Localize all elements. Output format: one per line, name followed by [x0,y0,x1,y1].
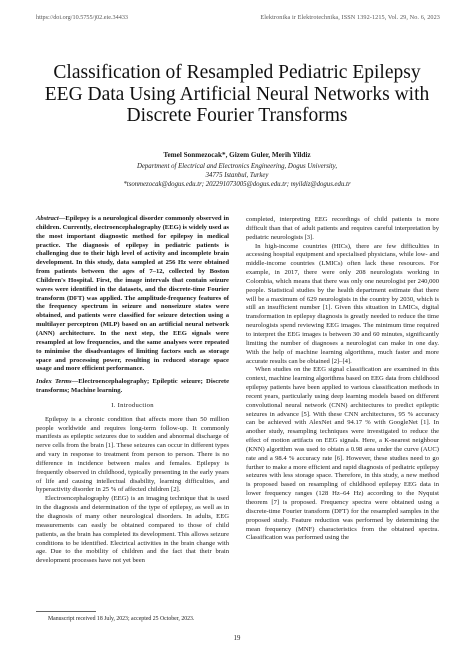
paragraph: In high-income countries (HICs), there are few difficulties in accessing hospital equipment and specialised physicians, while low- and middle-income countries (LMICs) often lack these resources. For example, in 2017, there were only 208 neurologists working in Colombia, which means that there was only one neurologist per 240,000 people. Statistical studies by the health department estimate that there will be a maximum of 629 neurologists in the country by 2030, which is still an insufficient number [1]. Given this situation in LMICs, digital transformation in epilepsy diagnosis is greatly needed to reduce the time neurologists spend reviewing EEG images. The minimum time required to interpret the EEG images is between 30 and 60 minutes, significantly limiting the number of diagnoses a neurologist can make in one day. With the help of machine learning algorithms, much faster and more accurate results can be obtained [2]–[4]. [246,242,439,365]
paragraph: Electroencephalography (EEG) is an imaging technique that is used in the diagnosis and determination of the type of epilepsy, as well as in the diagnosis of many other neurological disorders. In adults, EEG measurements can easily be obtained compared to those of child patients, as the brain has completed its development. This allows seizure conditions to be identified. Electrical activities in the brain change with age. Due to the mobility of children and the fact that their brain development processes have not yet been [36,495,229,565]
paragraph: completed, interpreting EEG recordings of child patients is more difficult than that of adult patients and requires careful interpretation by pediatric neurologists [3]. [246,216,439,241]
section-heading-introduction: I. Introduction [111,401,154,409]
affiliation-department: Department of Electrical and Electronics Engineering, Dogus University, [136,163,338,170]
index-terms-label: Index Terms [36,378,72,386]
affiliation-block [40,162,434,189]
footnote-rule [36,611,96,612]
author-list: Temel Sonmezocak*, Gizem Guler, Merih Yildiz [163,151,311,159]
affiliation-address: 34775 Istanbul, Turkey [205,172,269,179]
author-emails: *tsonmezocak@dogus.edu.tr; 202291073005@dogus.edu.tr; myildiz@dogus.edu.tr [123,181,351,188]
abstract-label: Abstract [36,215,59,222]
left-column [36,215,229,566]
paragraph: When studies on the EEG signal classification are examined in this context, machine learning algorithms based on EEG data from childhood epilepsy patients have been applied to various classification methods in recent years, particularly using deep learning models based on different convolutional neural network (CNN) architectures to predict epileptic seizures in advance [5]. With these CNN architectures, 95 % accuracy can be achieved with AlexNet and 94.17 % with GoogleNet [1]. In another study, resampling techniques were investigated to reduce the effect of motion artifacts on EEG signals. Here, a K-nearest neighbour (KNN) algorithm was used to obtain a 0.98 area under the curve (AUC) rate and a 98.4 % accuracy rate [6]. However, these studies need to go further to make a more efficient and rapid diagnosis of pediatric epilepsy seizures with less storage space. Therefore, in this study, a new method is proposed based on resampling of childhood epilepsy EEG data in lower frequency ranges (128 Hz–64 Hz) according to the Nyquist theorem [7] is proposed. Frequency spectra were obtained using a discrete-time Fourier transform (DFT) for the resampled samples in the proposed study. Feature reduction was performed by determining the mean frequency (MNF) characteristics from the obtained spectra. Classification was performed using the [246,366,439,542]
page-number: 19 [233,635,241,642]
index-terms-text: —Electroencephalography; Epileptic seizure; Discrete transforms; Machine learning. [36,378,229,395]
index-terms [36,378,229,396]
doi-link[interactable]: https://doi.org/10.5755/j02.eie.34433 [36,14,129,21]
paper-title: Classification of Resampled Pediatric Epilepsy EEG Data Using Artificial Neural Networks with Discrete Fourier Transforms [44,62,430,126]
paragraph: Epilepsy is a chronic condition that affects more than 50 million people worldwide and requires long-term follow-up. It commonly manifests as epileptic seizures due to sudden and abnormal discharge of nerve cells from the brain [1]. These seizures can occur in different types and vary in response to treatment from person to person. There is no difference in incidence between males and females. Epilepsy is frequently observed in childhood, typically presenting in the early years of life and causing intellectual disability, learning difficulties, and hyperactivity disorder in 25 % of affected children [2]. [36,415,229,494]
manuscript-footnote: Manuscript received 18 July, 2023; accepted 25 October, 2023. [48,616,195,622]
journal-info: Elektronika ir Elektrotechnika, ISSN 1392-1215, Vol. 29, No. 6, 2023 [260,14,440,21]
abstract-text: —Epilepsy is a neurological disorder commonly observed in children. Currently, electroencephalography (EEG) is widely used as the most important diagnostic method for epilepsy in medical practice. The diagnosis of epilepsy in pediatric patients is challenging due to their high level of activity and incomplete brain development. In this study, data sampled at 256 Hz were obtained from patients between the ages of 7–12, collected by Boston Children's Hospital. First, the image intervals that contain seizure waves were identified in the datasets, and the discrete-time Fourier transform (DFT) was applied. The amplitude-frequency features of the frequency spectrum in seizure and nonseizure states were obtained, and patients were classified for seizure detection using a multilayer perceptron (MLP) based on an artificial neural network (ANN) architecture. In the next step, the EEG signals were resampled at low frequencies, and the same analyses were repeated to minimise the disadvantages of limiting factors such as storage space and processing power, resulting in reduced storage space usage and more efficient performance. [36,215,229,373]
abstract [36,215,229,374]
running-header [36,14,440,26]
right-column [246,216,439,543]
